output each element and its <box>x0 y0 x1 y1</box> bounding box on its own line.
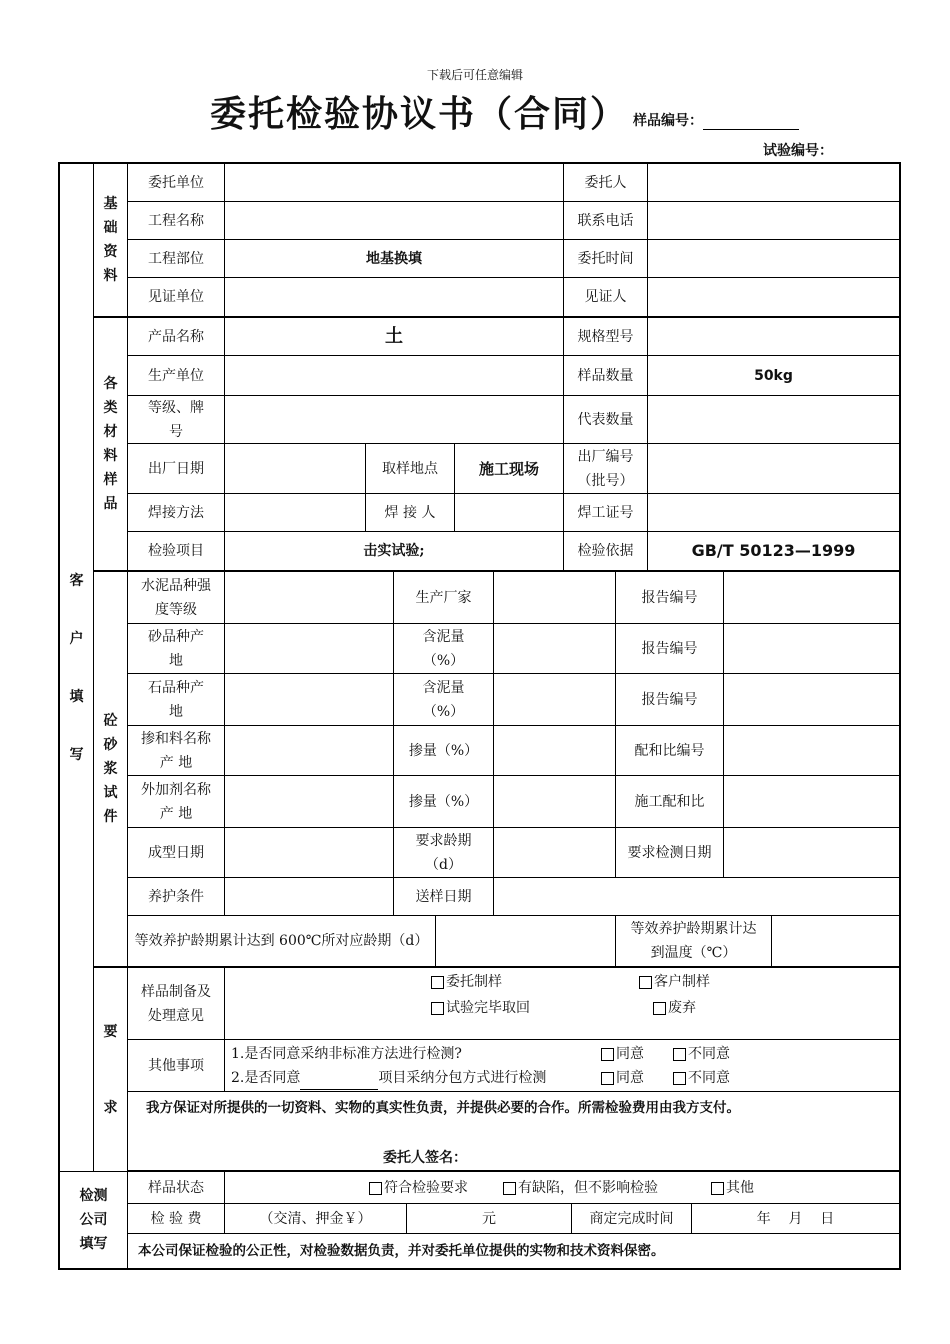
materials-section <box>94 318 128 572</box>
checkbox-icon[interactable] <box>369 1182 382 1195</box>
cs-char: 砂 <box>103 737 118 753</box>
required-age-label: 要求龄期（d） <box>394 828 494 878</box>
fee-label: 检 验 费 <box>128 1204 225 1234</box>
report-no-label-1: 报告编号 <box>616 572 724 624</box>
client-fill-section <box>60 164 94 1172</box>
opt-discard-label: 废弃 <box>668 1000 696 1016</box>
welder-cert-label: 焊工证号 <box>564 494 648 532</box>
q1-disagree[interactable] <box>673 1042 730 1066</box>
stone-input[interactable] <box>225 674 394 726</box>
mud-content-label-1: 含泥量（%） <box>394 624 494 674</box>
witness-unit-input[interactable] <box>225 278 564 318</box>
cs-char: 砼 <box>103 713 118 729</box>
opt-defect-label: 有缺陷，但不影响检验 <box>518 1180 658 1196</box>
test-basis-label: 检验依据 <box>564 532 648 572</box>
admixture-label: 掺和料名称产 地 <box>128 726 225 776</box>
opt-defect[interactable] <box>503 1176 658 1200</box>
opt-conform[interactable] <box>369 1176 468 1200</box>
spec-model-input[interactable] <box>648 318 899 356</box>
factory-date-label: 出厂日期 <box>128 444 225 494</box>
mix-no-input[interactable] <box>724 726 899 776</box>
construction-mix-label: 施工配和比 <box>616 776 724 828</box>
cement-label: 水泥品种强度等级 <box>128 572 225 624</box>
sample-number <box>633 110 799 130</box>
grade-brand-label: 等级、牌号 <box>128 396 225 444</box>
molding-date-input[interactable] <box>225 828 394 878</box>
checkbox-icon[interactable] <box>639 976 652 989</box>
witness-person-input[interactable] <box>648 278 899 318</box>
admixture-input[interactable] <box>225 726 394 776</box>
project-part-value[interactable]: 地基换填 <box>225 240 564 278</box>
bs-char: 资 <box>103 244 118 260</box>
finish-time-label: 商定完成时间 <box>572 1204 692 1234</box>
product-name-label: 产品名称 <box>128 318 225 356</box>
report-no-input-2[interactable] <box>724 624 899 674</box>
commission-time-input[interactable] <box>648 240 899 278</box>
lab-statement: 本公司保证检验的公正性，对检验数据负责，并对委托单位提供的实物和技术资料保密。 <box>138 1243 665 1259</box>
ms-char: 材 <box>103 424 118 440</box>
sample-state-label: 样品状态 <box>128 1172 225 1204</box>
guarantee-block <box>128 1092 899 1172</box>
opt-other-label: 其他 <box>726 1180 754 1196</box>
dosage-label-1: 掺量（%） <box>394 726 494 776</box>
equiv-temp-input[interactable] <box>772 916 899 968</box>
bs-char: 基 <box>103 196 118 212</box>
send-date-input[interactable] <box>494 878 899 916</box>
factory-date-input[interactable] <box>225 444 366 494</box>
weld-method-label: 焊接方法 <box>128 494 225 532</box>
welder-input[interactable] <box>455 494 564 532</box>
q2-agree-label: 同意 <box>616 1070 644 1086</box>
concrete-section <box>94 572 128 968</box>
ms-char: 样 <box>103 472 118 488</box>
mix-no-label: 配和比编号 <box>616 726 724 776</box>
checkbox-icon[interactable] <box>673 1048 686 1061</box>
required-test-date-label: 要求检测日期 <box>616 828 724 878</box>
stone-label: 石品种产地 <box>128 674 225 726</box>
witness-unit-label: 见证单位 <box>128 278 225 318</box>
ms-char: 料 <box>103 448 118 464</box>
top-note: 下载后可任意编辑 <box>426 68 523 82</box>
welder-label: 焊 接 人 <box>366 494 455 532</box>
q2-disagree-label: 不同意 <box>688 1070 730 1086</box>
producer-input[interactable] <box>494 572 616 624</box>
checkbox-icon[interactable] <box>503 1182 516 1195</box>
cs-char: 浆 <box>103 761 118 777</box>
equiv-age-label: 等效养护龄期累计达到 600℃所对应龄期（d） <box>128 916 436 968</box>
checkbox-icon[interactable] <box>431 1002 444 1015</box>
client-fill-label <box>70 569 84 767</box>
phone-input[interactable] <box>648 202 899 240</box>
project-name-input[interactable] <box>225 202 564 240</box>
basic-section <box>94 164 128 318</box>
checkbox-icon[interactable] <box>431 976 444 989</box>
q1-disagree-label: 不同意 <box>688 1046 730 1062</box>
factory-no-label: 出厂编号（批号） <box>564 444 648 494</box>
equiv-age-input[interactable] <box>436 916 616 968</box>
sand-label: 砂品种产地 <box>128 624 225 674</box>
spec-model-label: 规格型号 <box>564 318 648 356</box>
other-matters-content <box>225 1040 899 1092</box>
project-part-label: 工程部位 <box>128 240 225 278</box>
cs-char: 件 <box>103 809 118 825</box>
mud-content-label-2: 含泥量（%） <box>394 674 494 726</box>
bs-char: 础 <box>103 220 118 236</box>
molding-date-label: 成型日期 <box>128 828 225 878</box>
test-number-label: 试验编号： <box>763 143 833 159</box>
ms-char: 品 <box>103 496 118 512</box>
welder-cert-input[interactable] <box>648 494 899 532</box>
curing-label: 养护条件 <box>128 878 225 916</box>
materials-section-label <box>104 372 118 516</box>
opt-client-prep-label: 客户制样 <box>654 974 710 990</box>
sampling-place-label: 取样地点 <box>366 444 455 494</box>
sand-input[interactable] <box>225 624 394 674</box>
q2-prefix: 2.是否同意 <box>231 1070 301 1086</box>
manufacturer-label: 生产单位 <box>128 356 225 396</box>
rs-char: 要 <box>103 1023 118 1040</box>
opt-client-prep[interactable] <box>639 970 710 994</box>
opt-retrieve-label: 试验完毕取回 <box>446 1000 530 1016</box>
other-matters-label: 其他事项 <box>128 1040 225 1092</box>
required-test-date-input[interactable] <box>724 828 899 878</box>
cf-char: 户 <box>69 630 84 647</box>
concrete-section-label <box>104 709 118 829</box>
grade-brand-input[interactable] <box>225 396 564 444</box>
test-item-value[interactable]: 击实试验; <box>225 532 564 572</box>
sample-qty-value[interactable]: 50kg <box>648 356 899 396</box>
checkbox-icon[interactable] <box>653 1002 666 1015</box>
sample-qty-label: 样品数量 <box>564 356 648 396</box>
sample-prep-options <box>225 968 899 1040</box>
test-item-label: 检验项目 <box>128 532 225 572</box>
basic-section-label <box>104 192 118 288</box>
curing-input[interactable] <box>225 878 394 916</box>
cf-char: 填 <box>69 688 84 705</box>
mud-content-input-1[interactable] <box>494 624 616 674</box>
requirements-section-label <box>104 1020 118 1120</box>
report-no-input-3[interactable] <box>724 674 899 726</box>
client-person-input[interactable] <box>648 164 899 202</box>
fee-note: （交清、押金￥） <box>225 1204 407 1234</box>
q2-suffix: 项目采纳分包方式进行检测 <box>378 1070 547 1086</box>
q1-agree[interactable] <box>601 1042 644 1066</box>
weld-method-input[interactable] <box>225 494 366 532</box>
additive-input[interactable] <box>225 776 394 828</box>
client-unit-label: 委托单位 <box>128 164 225 202</box>
signature-label: 委托人签名： <box>383 1150 467 1166</box>
construction-mix-input[interactable] <box>724 776 899 828</box>
fee-yuan[interactable]: 元 <box>407 1204 572 1234</box>
checkbox-icon[interactable] <box>673 1072 686 1085</box>
producer-label: 生产厂家 <box>394 572 494 624</box>
required-age-input[interactable] <box>494 828 616 878</box>
page-title: 委托检验协议书（合同） <box>210 93 629 135</box>
lab-fill-label: 检测公司填写 <box>60 1172 128 1268</box>
test-basis-value[interactable]: GB/T 50123—1999 <box>648 532 899 572</box>
opt-commission-prep[interactable] <box>431 970 502 994</box>
mud-content-input-2[interactable] <box>494 674 616 726</box>
guarantee-text: 我方保证对所提供的一切资料、实物的真实性负责，并提供必要的合作。所需检验费用由我方支付。 <box>146 1100 740 1116</box>
q2-agree[interactable] <box>601 1066 644 1090</box>
opt-commission-prep-label: 委托制样 <box>446 974 502 990</box>
client-unit-input[interactable] <box>225 164 564 202</box>
client-person-label: 委托人 <box>564 164 648 202</box>
dosage-input-2[interactable] <box>494 776 616 828</box>
opt-discard[interactable] <box>653 996 696 1020</box>
witness-person-label: 见证人 <box>564 278 648 318</box>
checkbox-icon[interactable] <box>711 1182 724 1195</box>
sample-prep-label: 样品制备及处理意见 <box>128 968 225 1040</box>
rep-qty-label: 代表数量 <box>564 396 648 444</box>
sample-state-options <box>225 1172 899 1204</box>
checkbox-icon[interactable] <box>601 1072 614 1085</box>
product-name-value[interactable]: 土 <box>225 318 564 356</box>
ms-char: 各 <box>103 376 118 392</box>
requirements-section <box>94 968 128 1172</box>
factory-no-input[interactable] <box>648 444 899 494</box>
send-date-label: 送样日期 <box>394 878 494 916</box>
bs-char: 料 <box>103 268 118 284</box>
rs-char: 求 <box>103 1099 118 1116</box>
q2-disagree[interactable] <box>673 1066 730 1090</box>
dosage-input-1[interactable] <box>494 726 616 776</box>
project-name-label: 工程名称 <box>128 202 225 240</box>
manufacturer-input[interactable] <box>225 356 564 396</box>
q2-blank[interactable] <box>300 1075 378 1090</box>
contract-form <box>58 162 901 1270</box>
commission-time-label: 委托时间 <box>564 240 648 278</box>
ms-char: 类 <box>103 400 118 416</box>
phone-label: 联系电话 <box>564 202 648 240</box>
equiv-temp-label: 等效养护龄期累计达到温度（℃） <box>616 916 772 968</box>
opt-retrieve[interactable] <box>431 996 530 1020</box>
report-no-label-2: 报告编号 <box>616 624 724 674</box>
sampling-place-value[interactable]: 施工现场 <box>455 444 564 494</box>
checkbox-icon[interactable] <box>601 1048 614 1061</box>
report-no-input-1[interactable] <box>724 572 899 624</box>
cf-char: 写 <box>69 746 84 763</box>
q1-agree-label: 同意 <box>616 1046 644 1062</box>
additive-label: 外加剂名称产 地 <box>128 776 225 828</box>
cs-char: 试 <box>103 785 118 801</box>
question-1: 1.是否同意采纳非标准方法进行检测? <box>231 1046 462 1062</box>
report-no-label-3: 报告编号 <box>616 674 724 726</box>
cf-char: 客 <box>69 572 84 589</box>
dosage-label-2: 掺量（%） <box>394 776 494 828</box>
sample-number-label: 样品编号： <box>633 113 703 129</box>
rep-qty-input[interactable] <box>648 396 899 444</box>
sample-number-field[interactable] <box>703 115 799 130</box>
opt-other[interactable] <box>711 1176 754 1200</box>
cement-input[interactable] <box>225 572 394 624</box>
opt-conform-label: 符合检验要求 <box>384 1180 468 1196</box>
question-2 <box>231 1066 546 1090</box>
finish-date-input[interactable]: 年 月 日 <box>692 1204 899 1234</box>
